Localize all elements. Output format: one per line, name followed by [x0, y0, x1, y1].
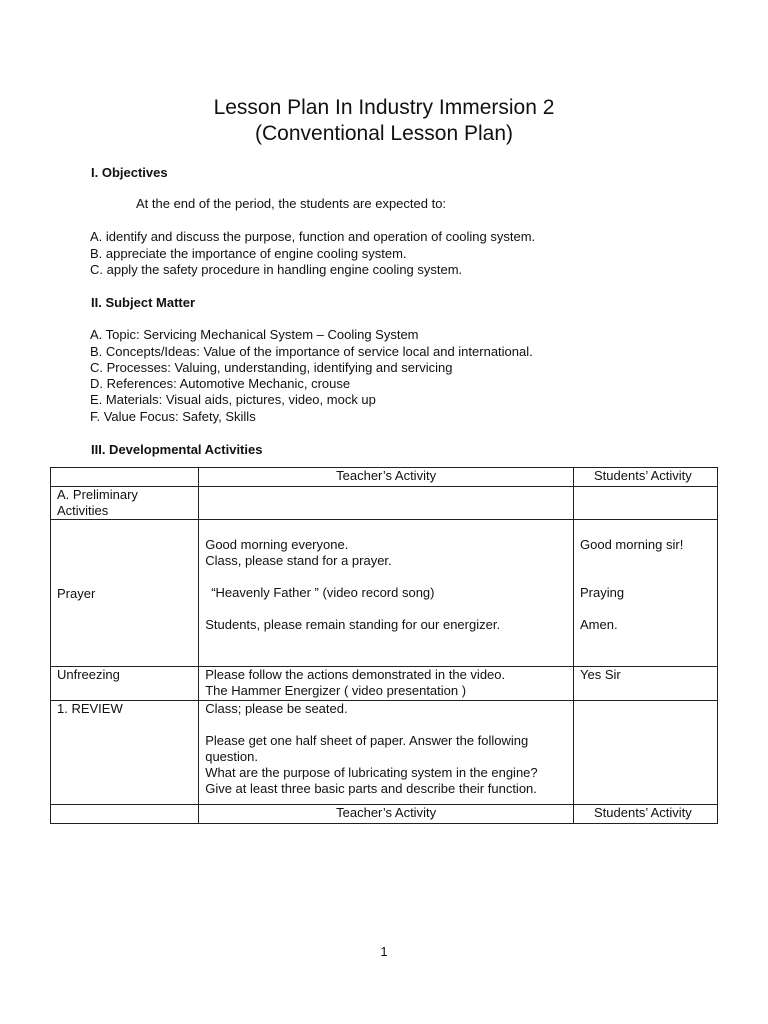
header-empty-cell [51, 468, 199, 487]
footer-students-activity: Students’ Activity [574, 805, 718, 824]
unfreezing-student-reply: Yes Sir [580, 667, 621, 682]
page-number: 1 [380, 944, 388, 959]
table-row-prayer [51, 520, 718, 667]
activities-heading: III. Developmental Activities [91, 442, 263, 457]
title-line-1: Lesson Plan In Industry Immersion 2 [213, 96, 555, 119]
review-label: 1. REVIEW [57, 701, 123, 716]
subject-item-references: D. References: Automotive Mechanic, crouse [90, 376, 351, 391]
unfreezing-energizer-note: ( video presentation [340, 683, 462, 698]
unfreezing-energizer-close: ) [461, 683, 467, 698]
review-teacher-seated: Class; please be seated. [205, 701, 348, 716]
prayer-label: Prayer [57, 586, 96, 601]
objective-item-c: C. apply the safety procedure in handling engine cooling system. [90, 262, 463, 277]
unfreezing-students-cell [574, 667, 718, 701]
prayer-student-amen: Amen. [580, 617, 618, 632]
footer-empty-cell [51, 805, 199, 824]
preliminary-students-cell [574, 487, 718, 520]
prayer-teacher-stand: Class, please stand for a prayer. [205, 553, 392, 568]
subject-item-processes: C. Processes: Valuing, understanding, identifying and servicing [90, 360, 453, 375]
unfreezing-label-cell [51, 667, 199, 701]
title-line-2: (Conventional Lesson Plan) [255, 122, 513, 145]
prayer-song-line [205, 585, 567, 601]
review-teacher-cell [199, 701, 574, 805]
review-teacher-question: What are the purpose of lubricating system in the engine? [205, 765, 538, 780]
table-row-unfreezing [51, 667, 718, 701]
prayer-teacher-greeting: Good morning everyone. [205, 537, 349, 552]
prayer-student-greeting: Good morning sir! [580, 537, 684, 552]
prayer-label-cell [51, 520, 199, 667]
unfreezing-teacher-line1: Please follow the actions demonstrated in the video. [205, 667, 506, 682]
unfreezing-label: Unfreezing [57, 667, 120, 682]
unfreezing-energizer-name: The Hammer Energizer [205, 683, 341, 698]
unfreezing-teacher-cell [199, 667, 574, 701]
review-teacher-task: Give at least three basic parts and describe their function. [205, 781, 537, 796]
subject-item-materials: E. Materials: Visual aids, pictures, video, mock up [90, 392, 376, 407]
review-teacher-paper-line2: question. [205, 749, 258, 764]
review-label-cell [51, 701, 199, 805]
objective-item-b: B. appreciate the importance of engine cooling system. [90, 246, 407, 261]
subject-matter-heading: II. Subject Matter [91, 295, 196, 310]
prayer-students-cell [574, 520, 718, 667]
preliminary-label-line2: Activities [57, 503, 109, 518]
objectives-heading: I. Objectives [91, 165, 168, 180]
unfreezing-energizer-line [205, 683, 567, 699]
table-header-row [51, 468, 718, 487]
subject-item-value-focus: F. Value Focus: Safety, Skills [90, 409, 256, 424]
preliminary-label-line1: A. Preliminary [57, 487, 138, 502]
header-teacher-activity: Teacher’s Activity [199, 468, 574, 487]
preliminary-label-cell [51, 487, 199, 520]
footer-teacher-activity: Teacher’s Activity [199, 805, 574, 824]
activities-table [50, 467, 718, 824]
table-row-preliminary [51, 487, 718, 520]
prayer-teacher-cell [199, 520, 574, 667]
prayer-student-praying: Praying [580, 585, 625, 600]
prayer-song-note: (video record song) [318, 585, 435, 600]
table-row-review [51, 701, 718, 805]
header-students-activity: Students’ Activity [574, 468, 718, 487]
subject-item-concepts: B. Concepts/Ideas: Value of the importance of service local and international. [90, 344, 533, 359]
prayer-song-title: “Heavenly Father ” [211, 585, 319, 600]
objective-item-a: A. identify and discuss the purpose, function and operation of cooling system. [90, 229, 536, 244]
prayer-teacher-energizer: Students, please remain standing for our energizer. [205, 617, 501, 632]
preliminary-teacher-cell [199, 487, 574, 520]
subject-item-topic: A. Topic: Servicing Mechanical System – Cooling System [90, 327, 419, 342]
review-teacher-paper-line1: Please get one half sheet of paper. Answer the following [205, 733, 529, 748]
review-students-cell [574, 701, 718, 805]
objectives-intro: At the end of the period, the students are expected to: [136, 196, 447, 211]
table-footer-header-row [51, 805, 718, 824]
